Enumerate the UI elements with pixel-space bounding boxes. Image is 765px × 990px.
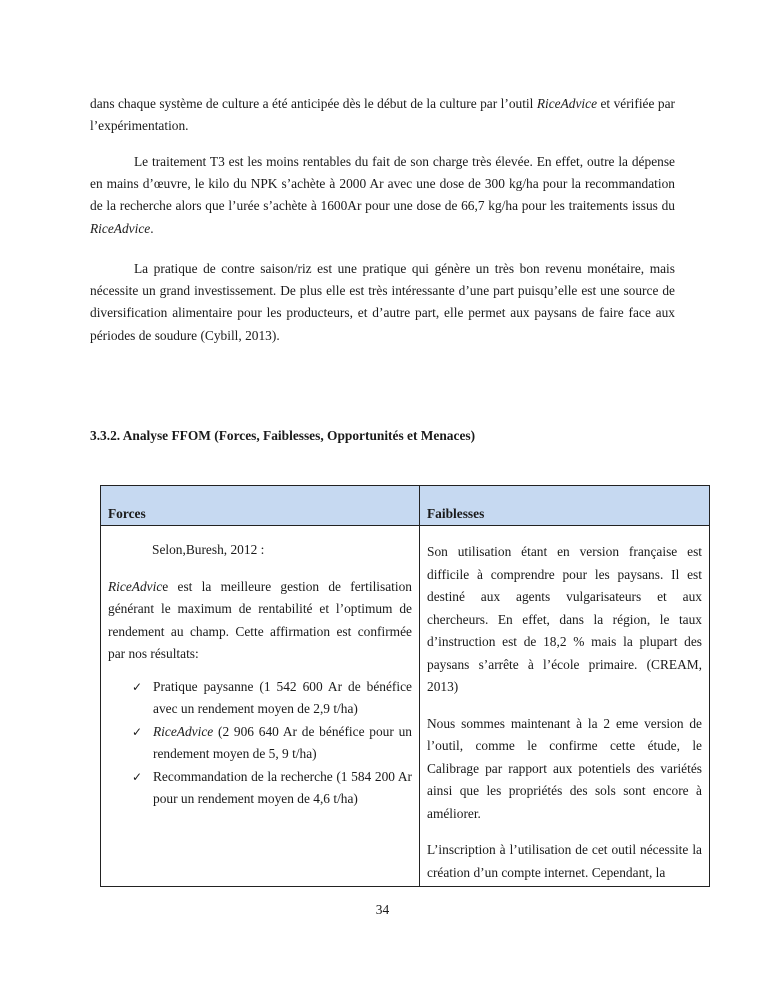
list-item-text: Recommandation de la recherche (1 584 200 Ar pour un rendement moyen de 4,6 t/ha) xyxy=(153,768,412,806)
forces-statement xyxy=(108,576,412,666)
paragraph-t3-treatment xyxy=(90,151,675,240)
forces-cell xyxy=(101,526,420,887)
ffom-table xyxy=(100,485,710,887)
list-item xyxy=(108,766,412,811)
paragraph-contre-saison: La pratique de contre saison/riz est une pratique qui génère un très bon revenu monétaire, mais nécessite un grand investissement. De plus elle est très intéressante d’une part puisqu’elle est une source de diversification alimentaire pour les producteurs, et d’autre part, elle permet aux paysans de faire face aux périodes de soudure (Cybill, 2013). xyxy=(90,261,675,343)
list-item-text: (2 906 640 Ar de bénéfice pour un rendement moyen de 5, 9 t/ha) xyxy=(153,723,412,761)
forces-citation: Selon,Buresh, 2012 : xyxy=(152,542,265,557)
tool-name: RiceAdvice xyxy=(153,723,214,739)
table-header-row xyxy=(101,486,710,526)
paragraph-text: Le traitement T3 est les moins rentables du fait de son charge très élevée. En effet, outre la dépense en mains d’œuvre, le kilo du NPK s’achète à 2000 Ar avec une dose de 300 kg/ha pour la recommandation de la recherche alors que l’urée s’achète à 1600Ar pour une dose de 66,7 kg/ha pour les traitements issus du xyxy=(90,154,675,214)
tool-name: RiceAdvice xyxy=(90,220,151,236)
faiblesse-inscription: L’inscription à l’utilisation de cet outil nécessite la création d’un compte internet. Cependant, la xyxy=(427,842,702,880)
tool-name: RiceAdvic xyxy=(108,578,163,594)
header-faiblesses: Faiblesses xyxy=(420,486,710,526)
list-item xyxy=(108,676,412,721)
list-item-text: Pratique paysanne (1 542 600 Ar de bénéfice avec un rendement moyen de 2,9 t/ha) xyxy=(153,678,412,716)
list-item xyxy=(108,721,412,766)
faiblesse-language: Son utilisation étant en version française est difficile à comprendre pour les paysans. Il est destiné aux agents vulgarisateurs et aux chercheurs. En effet, dans la région, le taux d’instruction est de 18,2 % mais la plupart des paysans s’arrête à l’école primaire. (CREAM, 2013) xyxy=(427,544,702,694)
results-list xyxy=(108,676,412,811)
section-heading: 3.3.2. Analyse FFOM (Forces, Faiblesses, Opportunités et Menaces) xyxy=(90,428,476,443)
table-row xyxy=(101,526,710,887)
paragraph-text: et vérifiée par l’expérimentation. xyxy=(90,96,675,134)
checkmark-icon: ✓ xyxy=(132,769,143,784)
paragraph-text: . xyxy=(150,220,154,236)
checkmark-icon: ✓ xyxy=(132,679,143,694)
tool-name: RiceAdvice xyxy=(536,96,598,111)
page-number: 34 xyxy=(375,902,390,917)
faiblesse-version: Nous sommes maintenant à la 2 eme version de l’outil, comme le confirme cette étude, le Calibrage par rapport aux potentiels des variétés ainsi que les propriétés des sols sont encore à améliorer. xyxy=(427,715,702,821)
header-forces: Forces xyxy=(101,486,420,526)
checkmark-icon: ✓ xyxy=(132,724,143,739)
paragraph-text: dans chaque système de culture a été anticipée dès le début de la culture par l’outil xyxy=(90,96,537,111)
faiblesses-cell xyxy=(420,526,710,887)
paragraph-riceadvice-anticipation xyxy=(90,93,675,137)
statement-text: e est la meilleure gestion de fertilisation générant le maximum de rentabilité et l’optimum de rendement au champ. Cette affirmation est confirmée par nos résultats: xyxy=(108,578,412,661)
